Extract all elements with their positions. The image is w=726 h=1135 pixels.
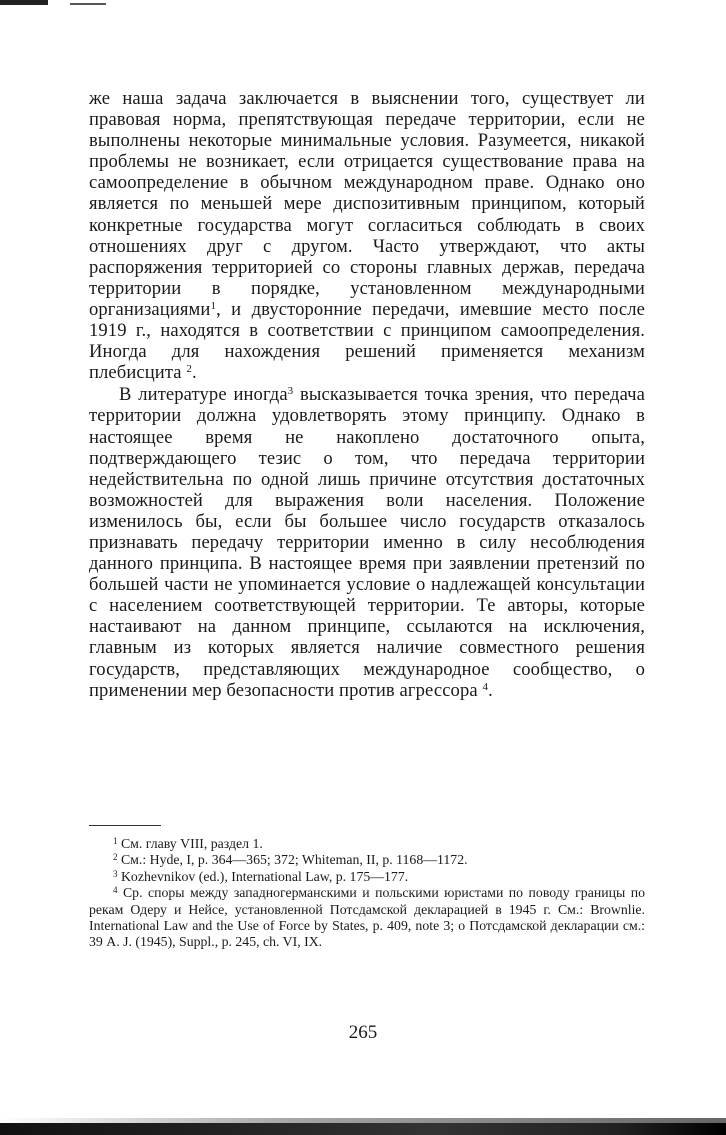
footnote-mark: 2	[113, 852, 118, 863]
footnote-divider	[89, 825, 161, 826]
paragraph-2-text-b: высказывается точка зрения, что передача территории должна удовлетворять этому принципу. Однако в настоящее время не накоплено достаточного опыта, подтверждающего тезис о том, что передача территории недействительна по одной лишь причине отсутствия достаточных возможностей для выражения воли населения. Положение изменилось бы, если бы большее число государств отказалось признавать передачу территории именно в силу несоблюдения данного принципа. В настоящее время при заявлении претензий по большей части не упоминается условие о надлежащей консультации с населением соответствующей территории. Те авторы, которые настаивают на данном принципе, ссылаются на исключения, главным из которых является наличие совместного решения государств, представляющих международное сообщество, о применении мер безопасности против агрессора	[89, 384, 645, 701]
footnote-ref-3: 3	[287, 385, 294, 398]
footnote-mark: 4	[113, 885, 118, 896]
footnote-mark: 3	[113, 868, 118, 879]
footnotes	[89, 836, 645, 951]
main-text	[89, 88, 645, 701]
scan-edge-bottom	[0, 1123, 726, 1135]
footnote-text: Ср. споры между западногерманскими и польскими юристами по поводу границы по рекам Одеру и Нейсе, установленной Потсдамской декларацией в 1945 г. См.: Brownlie. International Law and the Use of Force by States, p. 409, note 3; о Потсдамской декларации см.: 39 A. J. (1945), Suppl., p. 245, ch. VI, IX.	[89, 885, 645, 950]
footnote-text: Kozhevnikov (ed.), International Law, p. 175—177.	[120, 868, 409, 884]
paragraph-2: В литературе иногда$^3$ высказывается точка зрения, что передача территории должна удовлетворять этому принципу. Однако в настоящее время не накоплено достаточного опыта, подтверждающего тезис о том, что передача территории недействительна по одной лишь причине отсутствия достаточных возможностей для выражения воли населения. Положение изменилось бы, если бы большее число государств отказалось признавать передачу территории именно в силу несоблюдения данного принципа. В настоящее время при заявлении претензий по большей части не упоминается условие о надлежащей консультации с населением соответствующей территории. Те авторы, которые настаивают на данном принципе, ссылаются на исключения, главным из которых является наличие совместного решения государств, представляющих международное сообщество, о применении мер безопасности против агрессора $^4$.	[89, 384, 645, 701]
paragraph-2-text-a: В литературе иногда	[119, 384, 288, 406]
footnote-3	[89, 869, 645, 885]
footnote-ref-4: 4	[482, 680, 489, 693]
footnote-mark: 1	[113, 836, 118, 846]
footnote-ref-1: 1	[210, 299, 217, 312]
footnote-ref-2: 2	[186, 363, 193, 376]
page-number: 265	[348, 1022, 378, 1043]
footnote-4	[89, 885, 645, 951]
footnote-2	[89, 852, 645, 868]
footnote-text: См. главу VIII, раздел 1.	[120, 836, 263, 851]
footnote-text: См.: Hyde, I, p. 364—365; 372; Whiteman, II, p. 1168—1172.	[120, 852, 468, 868]
scan-edge-mark	[70, 3, 106, 5]
paragraph-1-text-a: же наша задача заключается в выяснении того, существует ли правовая норма, препятствующая передаче территории, если не выполнены некоторые минимальные условия. Разумеется, никакой проблемы не возникает, если отрицается существование права на самоопределение в обычном международном праве. Однако оно является по меньшей мере диспозитивным принципом, который конкретные государства могут согласиться соблюдать в своих отношениях друг с другом. Часто утверждают, что акты распоряжения территорией со стороны главных держав, передача территории в порядке, установленном международными организациями	[89, 88, 645, 320]
scan-edge-top	[0, 0, 48, 5]
footnote-1	[89, 836, 645, 852]
paragraph-1-text-b: , и двусторонние передачи, имевшие место после 1919 г., находятся в соответствии с принципом самоопределения. Иногда для нахождения решений применяется механизм плебисцита	[89, 298, 645, 384]
paragraph-1: же наша задача заключается в выяснении того, существует ли правовая норма, препятствующая передаче территории, если не выполнены некоторые минимальные условия. Разумеется, никакой проблемы не возникает, если отрицается существование права на самоопределение в обычном международном праве. Однако оно является по меньшей мере диспозитивным принципом, который конкретные государства могут согласиться соблюдать в своих отношениях друг с другом. Часто утверждают, что акты распоряжения территорией со стороны главных держав, передача территории в порядке, установленном международными организациями$^1$, и двусторонние передачи, имевшие место после 1919 г., находятся в соответствии с принципом самоопределения. Иногда для нахождения решений применяется механизм плебисцита $^2$.	[89, 88, 645, 384]
